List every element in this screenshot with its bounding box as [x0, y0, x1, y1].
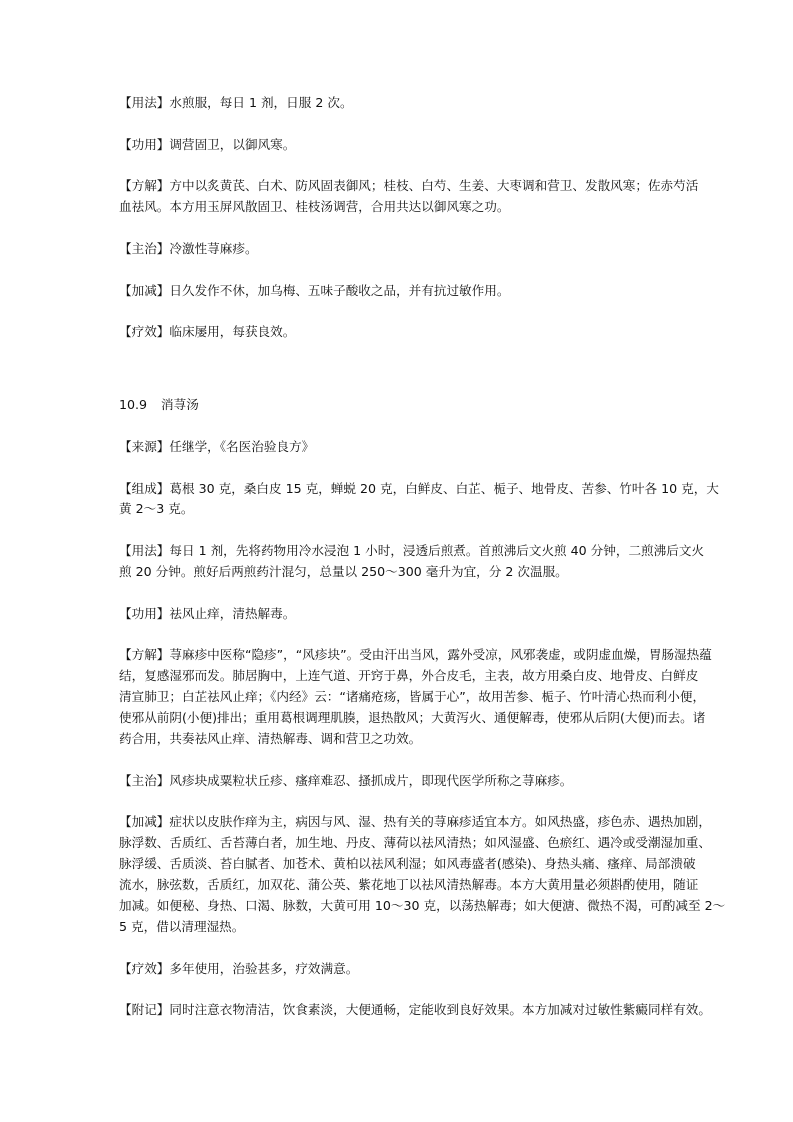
text-line: 脉浮数、舌质红、舌苔薄白者，加生地、丹皮、薄荷以祛风清热；如风湿盛、色瘀红、遇冷或受潮湿加重、	[119, 835, 711, 851]
paragraph	[119, 176, 699, 218]
text-line: 【用法】每日 1 剂，先将药物用冷水浸泡 1 小时，浸透后煎煮。首煎沸后文火煎 40 分钟，二煎沸后文火	[119, 543, 705, 559]
document-page	[119, 93, 726, 1042]
text-line: 使邪从前阴(小便)排出；重用葛根调理肌腠，退热散风；大黄泻火、通便解毒，使邪从后阴(大便)而去。诸	[119, 710, 706, 726]
text-line: 5 克，借以清理湿热。	[119, 918, 245, 934]
paragraph	[119, 604, 676, 625]
paragraph	[119, 135, 676, 156]
paragraph	[119, 281, 676, 302]
text-line: 【来源】任继学，《名医治验良方》	[119, 438, 315, 454]
paragraph	[119, 541, 705, 583]
text-line: 【主治】风疹块成粟粒状丘疹、瘙痒难忍、搔抓成片，即现代医学所称之荨麻疹。	[119, 772, 573, 788]
text-line: 血祛风。本方用玉屏风散固卫、桂枝汤调营，合用共达以御风寒之功。	[119, 199, 510, 215]
section-heading	[119, 395, 676, 416]
paragraph	[119, 771, 676, 792]
paragraph	[119, 322, 676, 343]
section-number: 10.9	[119, 397, 148, 413]
text-line: 【加减】症状以皮肤作痒为主，病因与风、湿、热有关的荨麻疹适宜本方。如风热盛，疹色赤、遇热加剧，	[119, 814, 711, 830]
text-line: 结，复感湿邪而发。肺居胸中，上连气道、开窍于鼻，外合皮毛，主表，故方用桑白皮、地骨皮、白鲜皮	[119, 668, 699, 684]
text-line: 【功用】调营固卫，以御风寒。	[119, 136, 296, 152]
text-line: 加减。如便秘、身热、口渴、脉数，大黄可用 10～30 克，以荡热解毒；如大便溏、微热不渴，可酌减至 2～	[119, 897, 726, 913]
text-line: 【组成】葛根 30 克，桑白皮 15 克，蝉蜕 20 克，白鲜皮、白芷、栀子、地骨皮、苦参、竹叶各 10 克，大	[119, 480, 719, 496]
text-line: 【功用】祛风止痒，清热解毒。	[119, 605, 296, 621]
paragraph	[119, 479, 719, 521]
paragraph	[119, 645, 712, 749]
paragraph	[119, 239, 676, 260]
text-line: 清宣肺卫；白芷祛风止痒；《内经》云：“诸痛疮疡，皆属于心”，故用苦参、栀子、竹叶清心热而利小便，	[119, 689, 706, 705]
text-line: 药合用，共奏祛风止痒、清热解毒、调和营卫之功效。	[119, 731, 422, 746]
text-line: 【疗效】多年使用，治验甚多，疗效满意。	[119, 960, 359, 976]
paragraph	[119, 1000, 711, 1021]
text-line: 【附记】同时注意衣物清洁，饮食素淡，大便通畅，定能收到良好效果。本方加减对过敏性紫癜同样有效。	[119, 1002, 711, 1018]
paragraph	[119, 93, 676, 114]
paragraph	[119, 437, 676, 458]
section-prev-formula	[119, 93, 699, 343]
text-line: 黄 2～3 克。	[119, 501, 194, 517]
text-line: 【方解】方中以炙黄芪、白术、防风固表御风；桂枝、白芍、生姜、大枣调和营卫、发散风寒；佐赤芍活	[119, 178, 699, 194]
text-line: 【用法】水煎服，每日 1 剂，日服 2 次。	[119, 95, 353, 110]
text-line: 【方解】荨麻疹中医称“隐疹”，“风疹块”。受由汗出当风，露外受凉，风邪袭虚，或阴虚血燥，胃肠湿热蕴	[119, 647, 712, 663]
text-line: 脉浮缓、舌质淡、苔白腻者、加苍术、黄柏以祛风利湿；如风毒盛者(感染)、身热头痛、瘙痒、局部溃破	[119, 856, 696, 872]
section-xiaoxun-tang	[119, 437, 726, 1021]
paragraph	[119, 812, 726, 937]
text-line: 【加减】日久发作不休，加乌梅、五味子酸收之品，并有抗过敏作用。	[119, 282, 510, 298]
text-line: 煎 20 分钟。煎好后两煎药汁混匀，总量以 250～300 毫升为宜，分 2 次温服。	[119, 564, 568, 580]
text-line: 流水，脉弦数，舌质红，加双花、蒲公英、紫花地丁以祛风清热解毒。本方大黄用量必须斟酌使用，随证	[119, 877, 699, 893]
text-line: 【疗效】临床屡用，每获良效。	[119, 324, 296, 340]
section-title: 消荨汤	[161, 397, 199, 413]
paragraph	[119, 959, 676, 980]
text-line: 【主治】冷激性荨麻疹。	[119, 240, 258, 256]
